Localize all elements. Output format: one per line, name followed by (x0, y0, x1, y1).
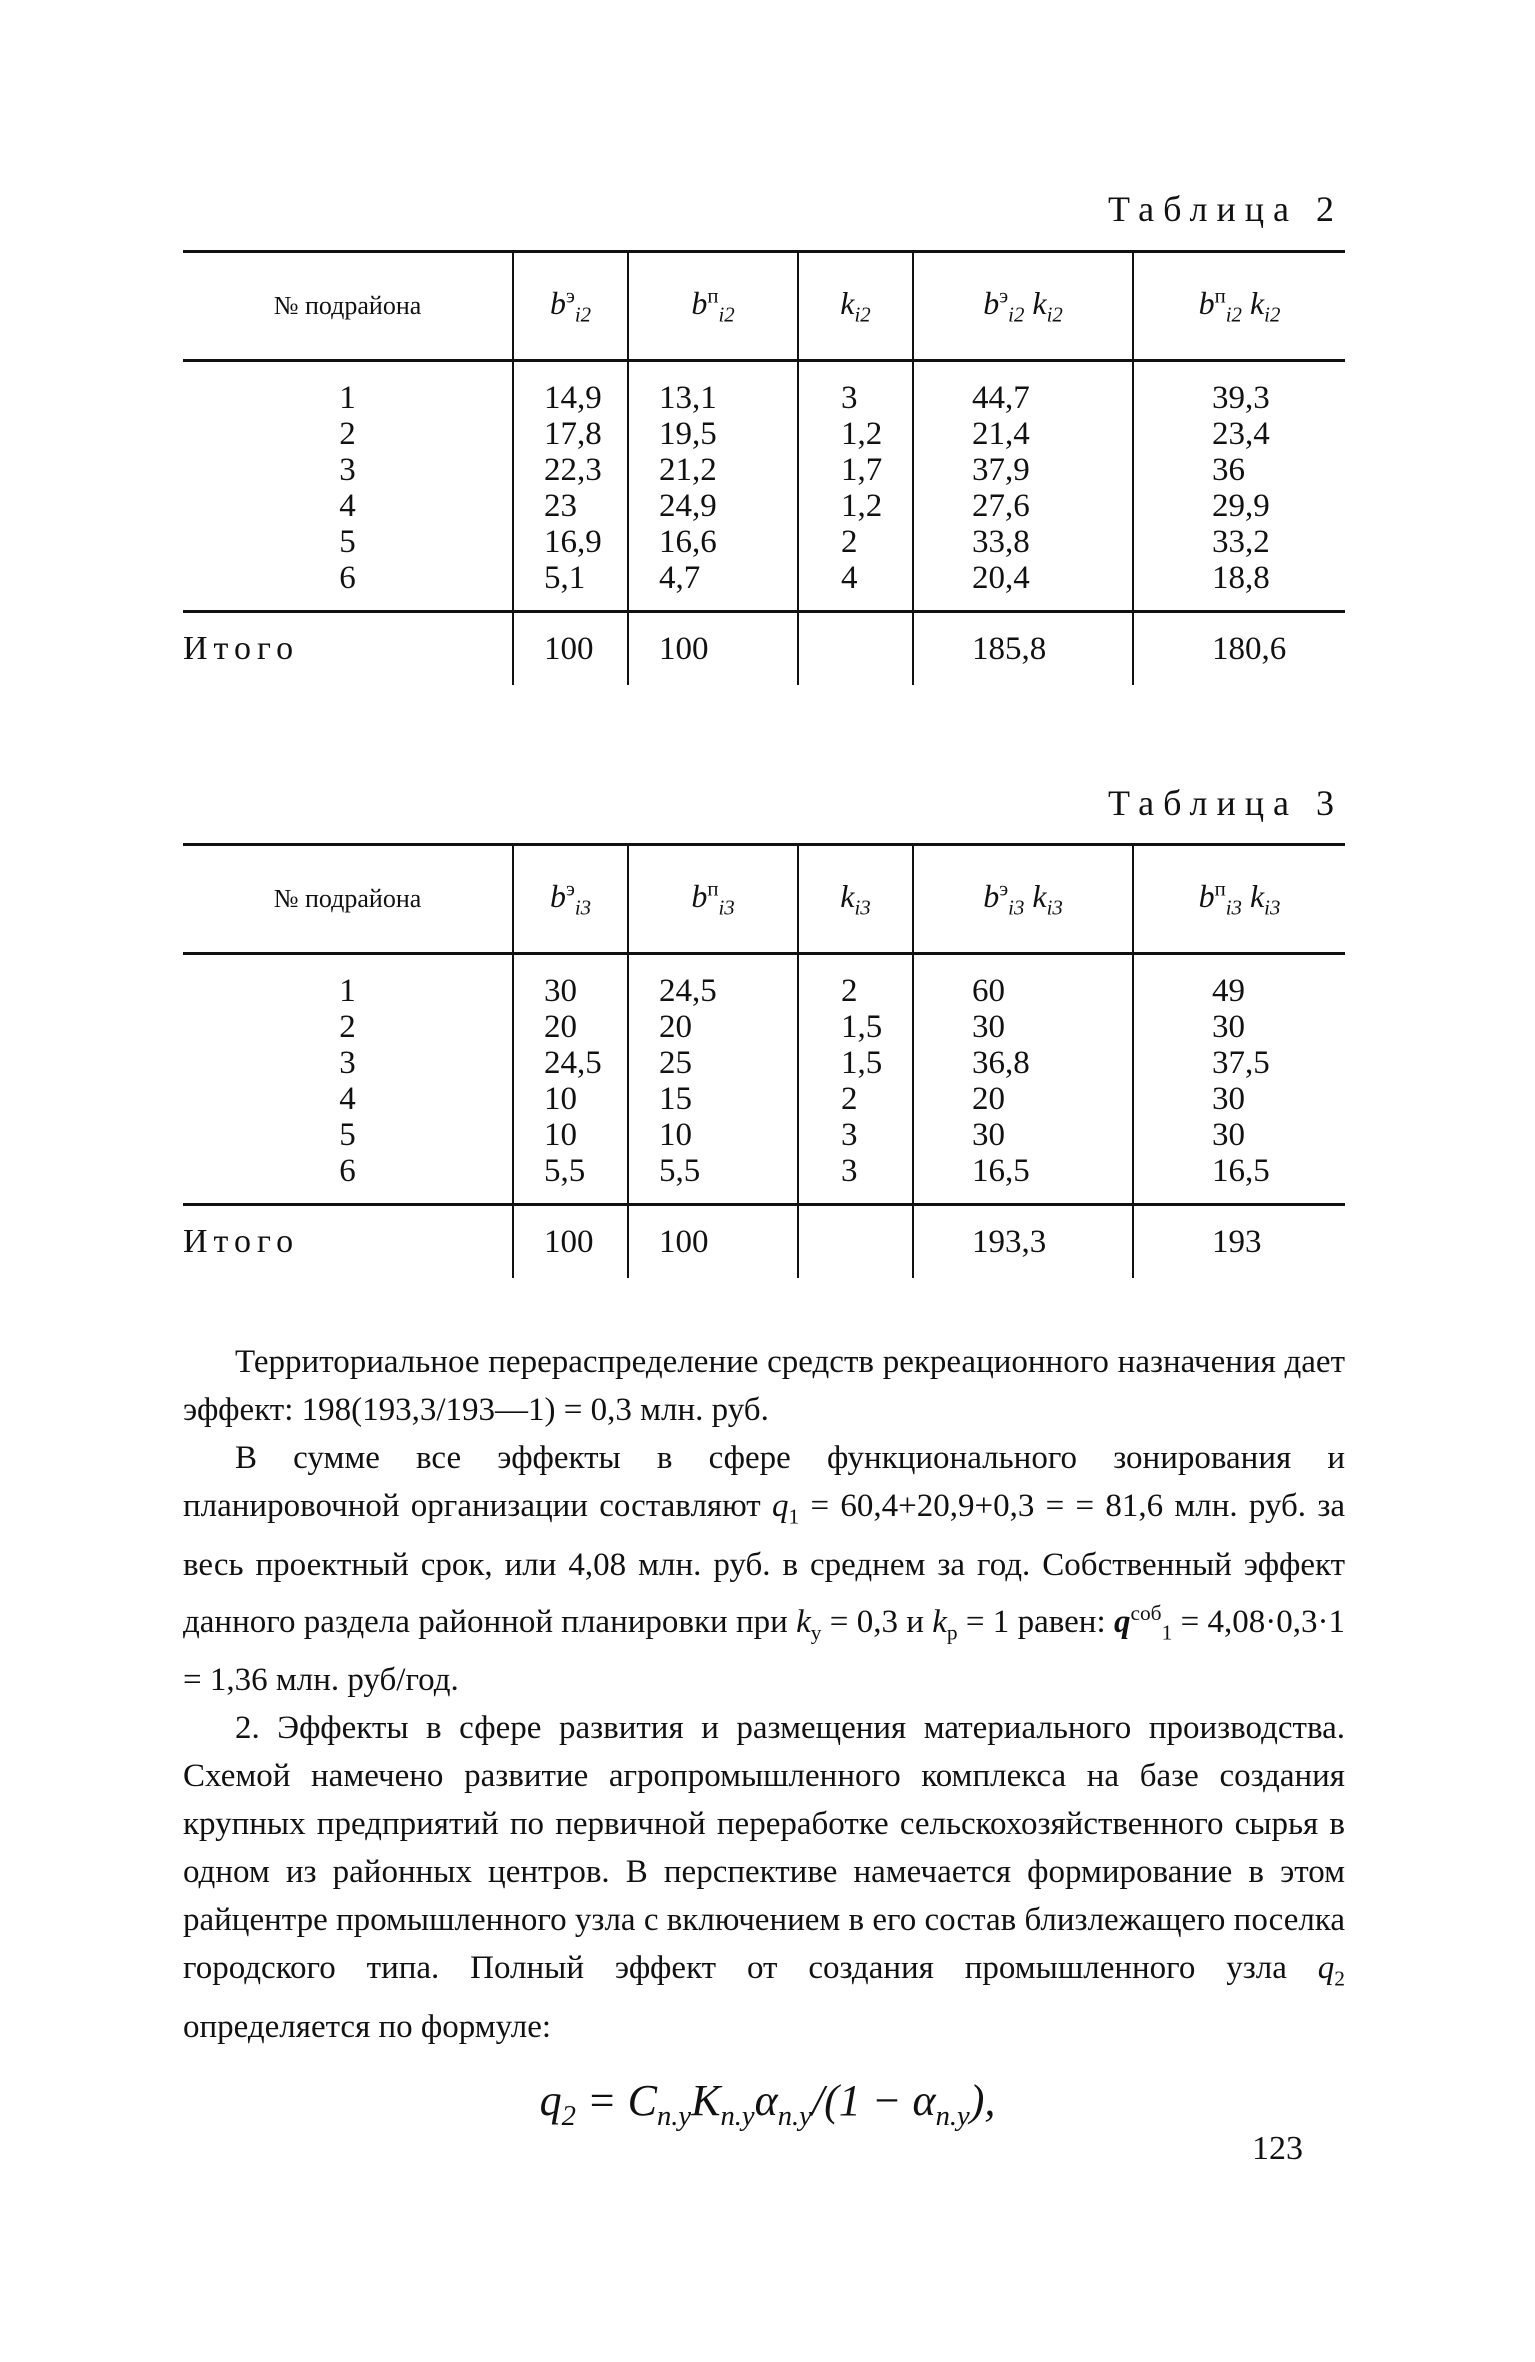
table-2-header-bk-p: $b^п_{i2}$ $k_{i2}$ (1133, 252, 1345, 361)
table-cell: 30 (1212, 1117, 1245, 1153)
table-cell: 3 (841, 380, 858, 416)
total-value: 100 (628, 612, 798, 686)
table3-data-rows (183, 973, 1345, 1205)
table-cell: 2 (339, 416, 356, 452)
table-cell: 1 (339, 380, 356, 416)
table-cell: 30 (544, 973, 577, 1009)
table-cell: 21,2 (659, 452, 717, 488)
body-text (183, 1338, 1345, 2051)
table-cell: 16,6 (659, 524, 717, 560)
table3-column-1-values (183, 973, 513, 1205)
table2-data-rows (183, 380, 1345, 612)
table-cell: 36 (1212, 452, 1245, 488)
table-cell: 4 (339, 488, 356, 524)
table-cell: 15 (659, 1081, 692, 1117)
table-3-header-district: № подрайона (183, 845, 513, 954)
total-value: 180,6 (1133, 612, 1345, 686)
table-3-header-b-p: $b^п_{i3}$ (628, 845, 798, 954)
table-cell: 13,1 (659, 380, 717, 416)
table-cell: 4 (841, 560, 858, 596)
table-cell: 20,4 (972, 560, 1030, 596)
table-cell: 2 (339, 1009, 356, 1045)
table-cell: 44,7 (972, 380, 1030, 416)
table-cell: 3 (841, 1117, 858, 1153)
table-cell: 24,5 (659, 973, 717, 1009)
table-cell: 24,9 (659, 488, 717, 524)
total-value: 193 (1133, 1205, 1345, 1279)
total-value (798, 612, 913, 686)
table-2-header-k: $k_{i2}$ (798, 252, 913, 361)
table-cell: 4,7 (659, 560, 701, 596)
table-cell: 4 (339, 1081, 356, 1117)
page-number: 123 (1252, 2130, 1303, 2167)
table-cell: 10 (544, 1081, 577, 1117)
table-cell: 1,5 (841, 1009, 883, 1045)
formula-q2: $q_2 = C_{п.у}K_{п.у}\alpha_{п.у}/(1 - \alpha_{п.у})$, (539, 2076, 996, 2132)
table-cell: 5,5 (659, 1153, 701, 1189)
table-cell: 3 (339, 452, 356, 488)
table-cell: 37,5 (1212, 1045, 1270, 1081)
total-value: 185,8 (913, 612, 1133, 686)
table-cell: 30 (972, 1117, 1005, 1153)
table-cell: 23,4 (1212, 416, 1270, 452)
table-cell: 39,3 (1212, 380, 1270, 416)
table-cell: 20 (972, 1081, 1005, 1117)
table2-column-4-values (798, 380, 913, 612)
total-value: 100 (628, 1205, 798, 1279)
table-cell: 2 (841, 973, 858, 1009)
table-cell: 1,2 (841, 488, 883, 524)
table-cell: 6 (339, 1153, 356, 1189)
table-cell: 18,8 (1212, 560, 1270, 596)
table2-total-row (183, 612, 1345, 686)
total-value: 100 (513, 612, 628, 686)
table-cell: 6 (339, 560, 356, 596)
table-2-header-b-e: $b^э_{i2}$ (513, 252, 628, 361)
table-cell: 16,9 (544, 524, 602, 560)
table-3 (183, 843, 1345, 1278)
table-cell: 36,8 (972, 1045, 1030, 1081)
table-cell: 33,8 (972, 524, 1030, 560)
table-cell: 3 (339, 1045, 356, 1081)
table-cell: 5,5 (544, 1153, 586, 1189)
table-cell: 21,4 (972, 416, 1030, 452)
table-cell: 10 (544, 1117, 577, 1153)
table-3-header-b-e: $b^э_{i3}$ (513, 845, 628, 954)
table-cell: 29,9 (1212, 488, 1270, 524)
table-cell: 60 (972, 973, 1005, 1009)
total-value: 100 (513, 1205, 628, 1279)
table-cell: 17,8 (544, 416, 602, 452)
paragraph-2: В сумме все эффекты в сфере функционального зонирования и планировочной организации составляют $q_1 = 60,4+20,9+0,3$ = = 81,6 млн. руб. за весь проектный срок, или 4,08 млн. руб. в среднем за год. Собственный эффект данного раздела районной планировки при $k_у = 0,3$ и $k_р = 1$ равен: $q^{соб}_1 = 4,08\cdot 0,3\cdot 1 = 1,36$ млн. руб/год. (183, 1440, 1346, 1699)
table-cell: 24,5 (544, 1045, 602, 1081)
table-3-header-bk-p: $b^п_{i3}$ $k_{i3}$ (1133, 845, 1345, 954)
table-cell: 23 (544, 488, 577, 524)
table-cell: 3 (841, 1153, 858, 1189)
table-cell: 5 (339, 1117, 356, 1153)
table-2 (183, 250, 1345, 685)
table3-column-2-values (513, 973, 628, 1205)
table-2-caption: Таблица 2 (1108, 189, 1343, 229)
paragraph-3: 2. Эффекты в сфере развития и размещения материального производства. Схемой намечено развитие агропромышленного комплекса на базе создания крупных предприятий по первичной переработке сельскохозяйственного сырья в одном из районных центров. В перспективе намечается формирование в этом райцентре промышленного узла с включением в его состав близлежащего поселка городского типа. Полный эффект от создания промышленного узла $q_2$ определяется по формуле: (183, 1710, 1345, 2045)
table-cell: 5 (339, 524, 356, 560)
table-cell: 27,6 (972, 488, 1030, 524)
table-cell: 19,5 (659, 416, 717, 452)
table-cell: 30 (972, 1009, 1005, 1045)
table-cell: 49 (1212, 973, 1245, 1009)
table-cell: 10 (659, 1117, 692, 1153)
table-cell: 16,5 (1212, 1153, 1270, 1189)
table-cell: 1,2 (841, 416, 883, 452)
table-cell: 1,7 (841, 452, 883, 488)
table-cell: 1,5 (841, 1045, 883, 1081)
table-cell: 2 (841, 524, 858, 560)
table3-column-4-values (798, 973, 913, 1205)
table-2-header-b-p: $b^п_{i2}$ (628, 252, 798, 361)
table-3-header-k: $k_{i3}$ (798, 845, 913, 954)
table2-column-3-values (628, 380, 798, 612)
total-value (798, 1205, 913, 1279)
table2-column-5-values (913, 380, 1133, 612)
table-3-header-bk-e: $b^э_{i3}$ $k_{i3}$ (913, 845, 1133, 954)
table3-total-row (183, 1205, 1345, 1279)
table-cell: 16,5 (972, 1153, 1030, 1189)
table-cell: 2 (841, 1081, 858, 1117)
table-cell: 1 (339, 973, 356, 1009)
table-cell: 30 (1212, 1009, 1245, 1045)
table-cell: 37,9 (972, 452, 1030, 488)
table3-column-6-values (1133, 973, 1345, 1205)
table-cell: 14,9 (544, 380, 602, 416)
table-3-caption: Таблица 3 (1108, 783, 1343, 823)
table-2-header-bk-e: $b^э_{i2}$ $k_{i2}$ (913, 252, 1133, 361)
table-cell: 5,1 (544, 560, 586, 596)
table-cell: 20 (659, 1009, 692, 1045)
table3-column-5-values (913, 973, 1133, 1205)
table-2-header-district: № подрайона (183, 252, 513, 361)
table-cell: 22,3 (544, 452, 602, 488)
table2-column-1-values (183, 380, 513, 612)
table3-column-3-values (628, 973, 798, 1205)
total-label: Итого (183, 1205, 513, 1279)
table2-column-2-values (513, 380, 628, 612)
total-label: Итого (183, 612, 513, 686)
table-cell: 25 (659, 1045, 692, 1081)
table-cell: 30 (1212, 1081, 1245, 1117)
total-value: 193,3 (913, 1205, 1133, 1279)
table2-column-6-values (1133, 380, 1345, 612)
table-cell: 33,2 (1212, 524, 1270, 560)
paragraph-1: Территориальное перераспределение средств рекреационного назначения дает эффект: 198(193,3/193—1) = 0,3 млн. руб. (183, 1344, 1345, 1428)
table-cell: 20 (544, 1009, 577, 1045)
